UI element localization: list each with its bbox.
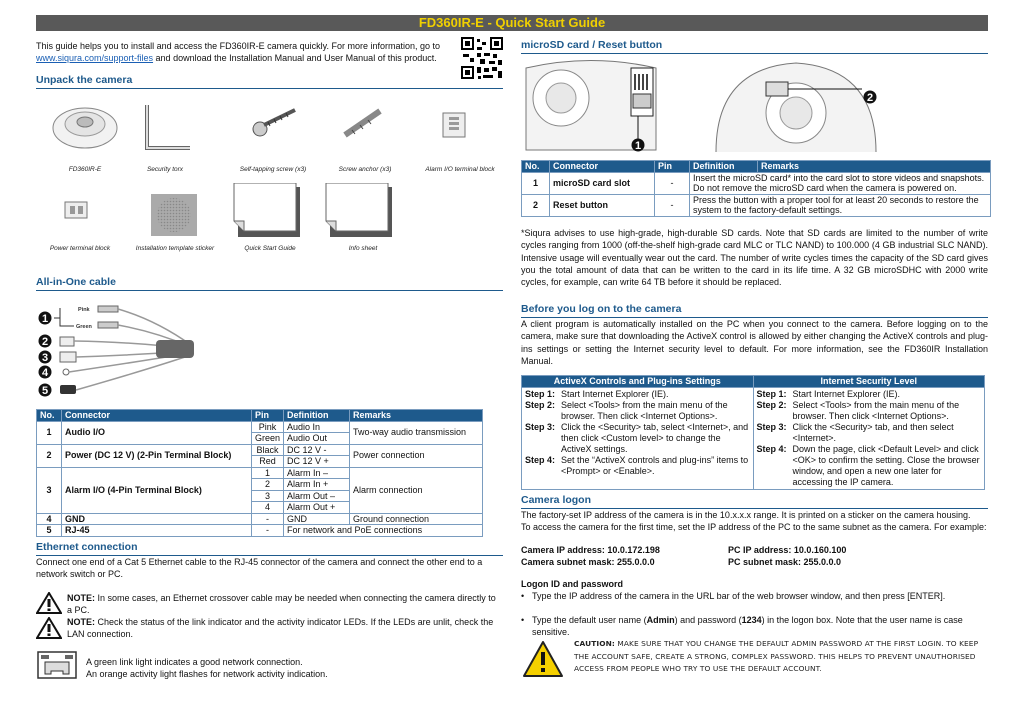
intro-text bbox=[36, 40, 446, 65]
col-header: No. bbox=[522, 161, 550, 173]
pink-label: Pink bbox=[78, 307, 90, 313]
cell: 5 bbox=[37, 525, 62, 537]
cell: 2 bbox=[522, 194, 550, 216]
cell: - bbox=[655, 194, 690, 216]
cell: Alarm In + bbox=[284, 479, 350, 491]
cell: GND bbox=[62, 513, 252, 525]
qr-code-icon bbox=[461, 37, 503, 79]
cell: Ground connection bbox=[350, 513, 483, 525]
led-orange-text: An orange activity light flashes for network activity indication. bbox=[86, 669, 328, 679]
pc-mask: PC subnet mask: 255.0.0.0 bbox=[728, 557, 842, 567]
cable-table bbox=[36, 409, 483, 537]
before-heading: Before you log on to the camera bbox=[521, 303, 988, 318]
callout-4: 4 bbox=[41, 367, 49, 379]
power-terminal-icon bbox=[62, 198, 92, 222]
cell: Two-way audio transmission bbox=[350, 421, 483, 444]
col-header: Pin bbox=[252, 410, 284, 422]
torx-key-illustration bbox=[135, 100, 195, 155]
cable-heading: All-in-One cable bbox=[36, 276, 503, 291]
note-text: Check the status of the link indicator and the activity indicator LEDs. If the LEDs are unlit, check the LAN connection. bbox=[67, 617, 494, 640]
reset-button-illustration bbox=[706, 58, 886, 153]
cell: Black bbox=[252, 444, 284, 456]
item-label: Power terminal block bbox=[49, 245, 111, 252]
screw-illustration bbox=[250, 105, 300, 140]
caution-text bbox=[574, 638, 992, 676]
warning-icon bbox=[36, 617, 62, 639]
cell: RJ-45 bbox=[62, 525, 252, 537]
activex-steps bbox=[522, 387, 754, 489]
step: Step 3: Click the <Security> tab, and then select <Internet>. bbox=[756, 421, 954, 443]
sd-table bbox=[521, 160, 991, 217]
col-header: Definition bbox=[284, 410, 350, 422]
cell: 4 bbox=[252, 502, 284, 514]
item-label: Self-tapping screw (x3) bbox=[239, 166, 307, 173]
col-header: Remarks bbox=[350, 410, 483, 422]
cell: - bbox=[252, 525, 284, 537]
cell: - bbox=[655, 172, 690, 194]
col-header: Definition bbox=[690, 161, 758, 173]
cell: DC 12 V + bbox=[284, 456, 350, 468]
step: Step 1: Start Internet Explorer (IE). bbox=[525, 388, 669, 399]
item-label: FD360IR-E bbox=[68, 166, 102, 173]
caution-label: CAUTION: bbox=[574, 639, 615, 648]
logon-bullet-2: • Type the default user name (Admin) and password (1234) in the logon box. Note that the user name is case sensitive. bbox=[521, 614, 988, 638]
cable-illustration bbox=[36, 300, 196, 400]
logon-subheading: Logon ID and password bbox=[521, 579, 624, 589]
item-label: Screw anchor (x3) bbox=[338, 166, 392, 173]
cell: Reset button bbox=[550, 194, 655, 216]
cell: Alarm Out – bbox=[284, 490, 350, 502]
cell: Alarm Out + bbox=[284, 502, 350, 514]
cell: microSD card slot bbox=[550, 172, 655, 194]
template-sticker-illustration bbox=[151, 194, 197, 236]
note-label: NOTE: bbox=[67, 593, 95, 603]
col-header: Connector bbox=[550, 161, 655, 173]
note-1 bbox=[67, 592, 503, 617]
cell: - bbox=[252, 513, 284, 525]
anchor-illustration bbox=[340, 105, 390, 140]
cell: Power (DC 12 V) (2-Pin Terminal Block) bbox=[62, 444, 252, 467]
note-label: NOTE: bbox=[67, 617, 95, 627]
cell: Audio In bbox=[284, 421, 350, 433]
cell: 2 bbox=[252, 479, 284, 491]
col-header: No. bbox=[37, 410, 62, 422]
support-link[interactable]: www.siqura.com/support-files bbox=[36, 53, 154, 64]
item-label: Info sheet bbox=[348, 245, 378, 252]
logon-line1: The factory-set IP address of the camera is in the 10.x.x.x range. It is printed on a sticker on the camera housing. bbox=[521, 510, 971, 520]
col-header: Remarks bbox=[758, 161, 991, 173]
step: Step 2: Select <Tools> from the main menu of the browser. Then click <Internet Options>. bbox=[756, 399, 960, 421]
default-user: Admin bbox=[646, 615, 675, 625]
callout-1: 1 bbox=[41, 313, 49, 325]
page-title: FD360IR-E - Quick Start Guide bbox=[36, 15, 988, 31]
ie-settings-table bbox=[521, 375, 985, 490]
col-header: Connector bbox=[62, 410, 252, 422]
caution-icon bbox=[522, 640, 564, 678]
ethernet-text: Connect one end of a Cat 5 Ethernet cable to the RJ-45 connector of the camera and connect the other end to a network switch or PC. bbox=[36, 557, 483, 580]
step: Step 4: Set the “ActiveX controls and plug-ins” items to <Prompt> or <Enable>. bbox=[525, 454, 749, 476]
cell: Green bbox=[252, 433, 284, 445]
cell: 3 bbox=[37, 467, 62, 513]
logon-line2: To access the camera for the first time, set the IP address of the PC to the same subnet as the camera. For example: bbox=[521, 522, 987, 532]
note-text: In some cases, an Ethernet crossover cable may be needed when connecting the camera directly to a PC. bbox=[67, 593, 496, 616]
item-label: Quick Start Guide bbox=[244, 245, 296, 252]
step: Step 4: Down the page, click <Default Level> and click <OK> to confirm the setting. Close the browser window, and open a new one later for accessing the IP camera. bbox=[756, 443, 980, 487]
terminal-block-icon bbox=[440, 110, 470, 140]
cell: 1 bbox=[37, 421, 62, 444]
quick-start-guide-illustration bbox=[232, 183, 302, 239]
before-text: A client program is automatically installed on the PC when you connect to the camera. Before logging on to the camera, make sure that downloading the ActiveX control is allowed by either changing the ActiveX controls and plug-ins settings or setting the Internet security level to default. For more information, see the FD360IR Installation Manual. bbox=[521, 319, 988, 366]
cell: 2 bbox=[37, 444, 62, 467]
cell: Audio Out bbox=[284, 433, 350, 445]
sd-heading: microSD card / Reset button bbox=[521, 39, 988, 54]
step: Step 1: Start Internet Explorer (IE). bbox=[756, 388, 901, 399]
item-label: Security torx bbox=[146, 166, 184, 173]
col-header: ActiveX Controls and Plug-ins Settings bbox=[522, 376, 754, 388]
cell: Red bbox=[252, 456, 284, 468]
cell: For network and PoE connections bbox=[284, 525, 483, 537]
cell: Alarm connection bbox=[350, 467, 483, 513]
sd-slot-illustration bbox=[521, 58, 661, 153]
unpack-heading: Unpack the camera bbox=[36, 74, 503, 89]
warning-icon bbox=[36, 592, 62, 614]
logon-bullet-1: • Type the IP address of the camera in the URL bar of the web browser window, and then press [ENTER]. bbox=[521, 590, 988, 602]
callout-3: 3 bbox=[41, 352, 49, 364]
intro-part1: This guide helps you to install and access the FD360IR-E camera quickly. For more information, go to bbox=[36, 41, 441, 51]
logon-heading: Camera logon bbox=[521, 494, 988, 509]
col-header: Internet Security Level bbox=[753, 376, 985, 388]
caution-body: MAKE SURE THAT YOU CHANGE THE DEFAULT ADMIN PASSWORD AT THE FIRST LOGIN. TO KEEP THE ACCOUNT SAFE, CREATE A STRONG, COMPLEX PASSWORD. THIS HELPS TO PREVENT UNAUTHORISED ACCESS FROM PEOPLE WHO TRY TO USE THE DEFAULT ACCOUNT. bbox=[574, 639, 979, 673]
callout-2: 2 bbox=[866, 92, 874, 104]
step: Step 3: Click the <Security> tab, select <Internet>, and then click <Custom level> to change the ActiveX settings. bbox=[525, 421, 749, 454]
callout-5: 5 bbox=[41, 385, 49, 397]
cell: 4 bbox=[37, 513, 62, 525]
default-password: 1234 bbox=[741, 615, 762, 625]
green-label: Green bbox=[76, 324, 92, 330]
cell: 1 bbox=[252, 467, 284, 479]
intro-part2: and download the Installation Manual and User Manual of this product. bbox=[153, 53, 437, 64]
cell: GND bbox=[284, 513, 350, 525]
step: Step 2: Select <Tools> from the main menu of the browser. Then click <Internet Options>. bbox=[525, 399, 728, 421]
led-green-text: A green link light indicates a good network connection. bbox=[86, 657, 303, 667]
sd-footnote: *Siqura advises to use high-grade, high-durable SD cards. Note that SD cards are limited to the number of write cycles ranging from 1000 (off-the-shelf high-grade card MLC or TLC NAND) to 100.000 (4 GB industrial SLC NAND). Intensive usage will eventually wear out the card. The number of write cycles times the capacity of the SD card gives you the total amount of data that can be written to the card in its life time. A 32 GB microSDHC with 2000 write cycles, for example, can write 64 TB before it should be replaced. bbox=[521, 228, 988, 288]
cell: DC 12 V - bbox=[284, 444, 350, 456]
pc-ip: PC IP address: 10.0.160.100 bbox=[728, 545, 847, 555]
cell: Audio I/O bbox=[62, 421, 252, 444]
rj45-port-icon bbox=[37, 651, 77, 679]
cell: Pink bbox=[252, 421, 284, 433]
col-header: Pin bbox=[655, 161, 690, 173]
cell: 1 bbox=[522, 172, 550, 194]
camera-illustration bbox=[50, 100, 120, 150]
info-sheet-illustration bbox=[324, 183, 394, 239]
ethernet-heading: Ethernet connection bbox=[36, 541, 503, 556]
cell: Power connection bbox=[350, 444, 483, 467]
camera-ip: Camera IP address: 10.0.172.198 bbox=[521, 545, 660, 555]
callout-1: 1 bbox=[634, 140, 642, 152]
item-label: Alarm I/O terminal block bbox=[425, 166, 495, 173]
callout-2: 2 bbox=[41, 336, 49, 348]
cell: Press the button with a proper tool for at least 20 seconds to restore the system to the factory-default settings. bbox=[690, 194, 991, 216]
cell: Insert the microSD card* into the card slot to store videos and snapshots. Do not remove the microSD card when the camera is powered on. bbox=[690, 172, 991, 194]
security-steps bbox=[753, 387, 985, 489]
cell: Alarm I/O (4-Pin Terminal Block) bbox=[62, 467, 252, 513]
cell: Alarm In – bbox=[284, 467, 350, 479]
note-2 bbox=[67, 616, 503, 641]
item-label: Installation template sticker bbox=[135, 245, 215, 252]
cell: 3 bbox=[252, 490, 284, 502]
camera-mask: Camera subnet mask: 255.0.0.0 bbox=[521, 557, 655, 567]
